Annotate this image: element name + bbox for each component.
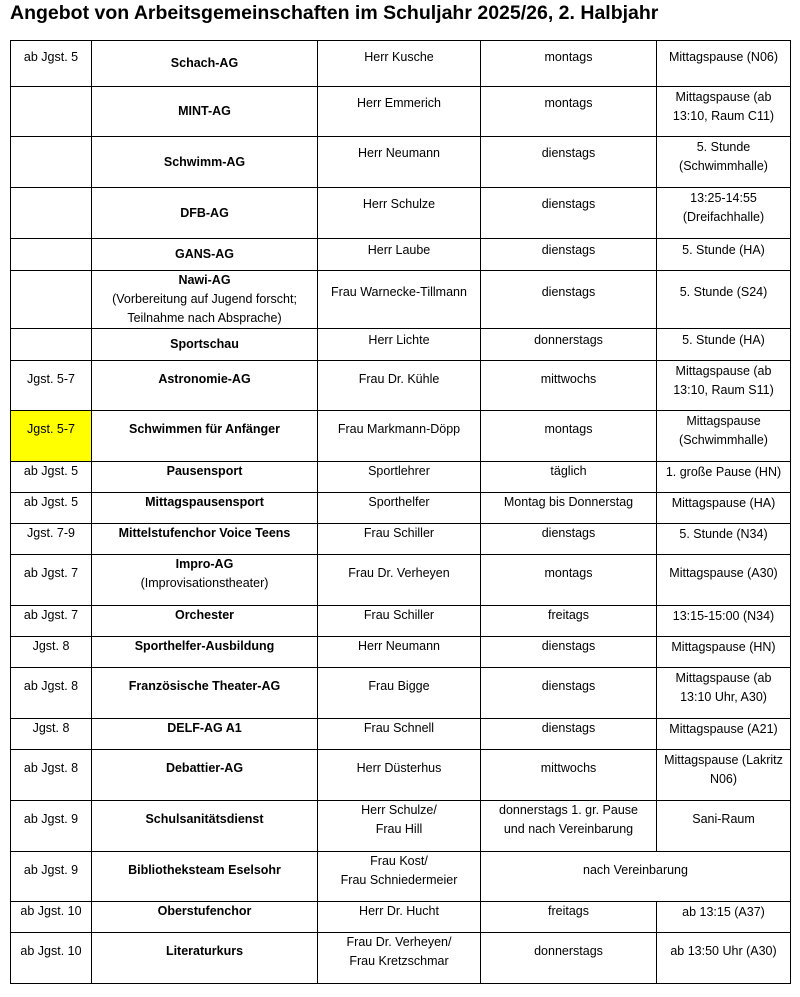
day-cell: montags <box>481 41 657 87</box>
place-cell: Mittagspause (N06) <box>657 41 791 87</box>
table-row <box>11 41 791 87</box>
ag-name-cell: DELF-AG A1 <box>92 719 318 750</box>
ag-name: Impro-AG <box>175 557 234 571</box>
ag-name-cell: Debattier-AG <box>92 750 318 801</box>
place-cell: 5. Stunde (Schwimmhalle) <box>657 137 791 188</box>
ag-name-cell: Französische Theater-AG <box>92 668 318 719</box>
table-row <box>11 271 791 329</box>
place-cell: Sani-Raum <box>657 801 791 852</box>
place-cell: 5. Stunde (HA) <box>657 329 791 361</box>
day-cell: mittwochs <box>481 361 657 411</box>
table-row <box>11 239 791 271</box>
place-cell: 13:25-14:55 (Dreifachhalle) <box>657 188 791 239</box>
teacher-line: Frau Hill <box>375 822 423 836</box>
table-row <box>11 87 791 137</box>
grade-cell: ab Jgst. 5 <box>11 462 92 493</box>
grade-cell: Jgst. 8 <box>11 637 92 668</box>
day-cell: freitags <box>481 606 657 637</box>
ag-name-cell: Orchester <box>92 606 318 637</box>
place-cell: Mittagspause (HN) <box>657 637 791 668</box>
place-cell: Mittagspause (Schwimmhalle) <box>657 411 791 462</box>
page-title: Angebot von Arbeitsgemeinschaften im Schuljahr 2025/26, 2. Halbjahr <box>10 2 659 24</box>
table-row <box>11 361 791 411</box>
grade-cell: ab Jgst. 9 <box>11 852 92 902</box>
teacher-cell: Frau Warnecke-Tillmann <box>318 271 481 329</box>
table-row <box>11 637 791 668</box>
table-row <box>11 411 791 462</box>
place-cell: Mittagspause (ab 13:10, Raum C11) <box>657 87 791 137</box>
teacher-line: Frau Kost/ <box>370 854 428 868</box>
day-cell: dienstags <box>481 188 657 239</box>
table-row <box>11 524 791 555</box>
teacher-cell: Herr Emmerich <box>318 87 481 137</box>
place-cell: Mittagspause (HA) <box>657 493 791 524</box>
teacher-cell: Sporthelfer <box>318 493 481 524</box>
ag-name-cell: Schach-AG <box>92 41 318 87</box>
ag-name-cell <box>92 271 318 329</box>
day-cell: freitags <box>481 902 657 933</box>
table-row <box>11 933 791 984</box>
place-cell: 13:15-15:00 (N34) <box>657 606 791 637</box>
ag-name-cell: Schulsanitätsdienst <box>92 801 318 852</box>
day-cell: mittwochs <box>481 750 657 801</box>
day-cell: montags <box>481 555 657 606</box>
ag-name-cell: Literaturkurs <box>92 933 318 984</box>
teacher-cell: Herr Kusche <box>318 41 481 87</box>
teacher-line: Herr Schulze/ <box>361 803 437 817</box>
table-row <box>11 329 791 361</box>
teacher-cell: Herr Laube <box>318 239 481 271</box>
teacher-cell: Sportlehrer <box>318 462 481 493</box>
grade-cell: ab Jgst. 10 <box>11 933 92 984</box>
teacher-cell: Herr Düsterhus <box>318 750 481 801</box>
ag-name-cell: Oberstufenchor <box>92 902 318 933</box>
ag-name-cell: Schwimm-AG <box>92 137 318 188</box>
grade-cell: ab Jgst. 8 <box>11 750 92 801</box>
grade-cell <box>11 137 92 188</box>
place-cell: Mittagspause (A21) <box>657 719 791 750</box>
grade-cell: Jgst. 7-9 <box>11 524 92 555</box>
teacher-cell: Frau Schiller <box>318 524 481 555</box>
ag-name-note: (Vorbereitung auf Jugend forscht; Teilnahme nach Absprache) <box>112 292 297 325</box>
place-cell: 5. Stunde (S24) <box>657 271 791 329</box>
grade-cell-highlighted: Jgst. 5-7 <box>11 411 92 462</box>
teacher-cell: Frau Bigge <box>318 668 481 719</box>
day-cell: montags <box>481 87 657 137</box>
ag-name-cell: DFB-AG <box>92 188 318 239</box>
ag-name-cell: Pausensport <box>92 462 318 493</box>
ag-name-cell: Mittelstufenchor Voice Teens <box>92 524 318 555</box>
day-cell: Montag bis Donnerstag <box>481 493 657 524</box>
place-cell: 1. große Pause (HN) <box>657 462 791 493</box>
teacher-cell: Herr Schulze <box>318 188 481 239</box>
table-row <box>11 462 791 493</box>
grade-cell: ab Jgst. 5 <box>11 493 92 524</box>
day-cell: dienstags <box>481 137 657 188</box>
day-line: donnerstags 1. gr. Pause <box>499 803 638 817</box>
teacher-cell <box>318 852 481 902</box>
teacher-cell: Frau Schiller <box>318 606 481 637</box>
table-row <box>11 668 791 719</box>
day-cell: dienstags <box>481 637 657 668</box>
teacher-line: Frau Schniedermeier <box>340 873 458 887</box>
place-cell: Mittagspause (Lakritz N06) <box>657 750 791 801</box>
day-cell <box>481 801 657 852</box>
ag-name-cell: Bibliotheksteam Eselsohr <box>92 852 318 902</box>
table-row <box>11 606 791 637</box>
table-row <box>11 137 791 188</box>
day-cell: täglich <box>481 462 657 493</box>
teacher-cell <box>318 801 481 852</box>
table-row <box>11 750 791 801</box>
ag-name-note: (Improvisationstheater) <box>140 576 269 590</box>
place-cell: 5. Stunde (N34) <box>657 524 791 555</box>
grade-cell: Jgst. 8 <box>11 719 92 750</box>
place-cell: Mittagspause (ab 13:10, Raum S11) <box>657 361 791 411</box>
day-cell: dienstags <box>481 719 657 750</box>
day-cell: dienstags <box>481 524 657 555</box>
place-cell: ab 13:15 (A37) <box>657 902 791 933</box>
grade-cell: ab Jgst. 5 <box>11 41 92 87</box>
grade-cell <box>11 188 92 239</box>
teacher-cell: Frau Markmann-Döpp <box>318 411 481 462</box>
grade-cell: ab Jgst. 9 <box>11 801 92 852</box>
teacher-cell: Frau Schnell <box>318 719 481 750</box>
ag-name-cell: GANS-AG <box>92 239 318 271</box>
grade-cell: ab Jgst. 8 <box>11 668 92 719</box>
day-cell: dienstags <box>481 668 657 719</box>
table-row <box>11 493 791 524</box>
ag-name-cell: Astronomie-AG <box>92 361 318 411</box>
teacher-cell: Herr Dr. Hucht <box>318 902 481 933</box>
teacher-line: Frau Dr. Verheyen/ <box>346 935 452 949</box>
day-cell: montags <box>481 411 657 462</box>
grade-cell: Jgst. 5-7 <box>11 361 92 411</box>
teacher-line: Frau Kretzschmar <box>349 954 449 968</box>
ag-name-cell <box>92 555 318 606</box>
day-cell: dienstags <box>481 271 657 329</box>
teacher-cell <box>318 933 481 984</box>
day-cell: dienstags <box>481 239 657 271</box>
teacher-cell: Herr Neumann <box>318 137 481 188</box>
ag-name-cell: Schwimmen für Anfänger <box>92 411 318 462</box>
day-line: und nach Vereinbarung <box>503 822 634 836</box>
table-row <box>11 719 791 750</box>
grade-cell <box>11 87 92 137</box>
teacher-cell: Herr Lichte <box>318 329 481 361</box>
ag-name-cell: Sportschau <box>92 329 318 361</box>
ag-name-cell: MINT-AG <box>92 87 318 137</box>
ag-name: Nawi-AG <box>178 273 231 287</box>
table-row <box>11 555 791 606</box>
grade-cell <box>11 239 92 271</box>
grade-cell: ab Jgst. 10 <box>11 902 92 933</box>
grade-cell: ab Jgst. 7 <box>11 555 92 606</box>
place-cell: Mittagspause (ab 13:10 Uhr, A30) <box>657 668 791 719</box>
teacher-cell: Frau Dr. Kühle <box>318 361 481 411</box>
arrangement-cell: nach Vereinbarung <box>481 852 791 902</box>
ag-name-cell: Sporthelfer-Ausbildung <box>92 637 318 668</box>
day-cell: donnerstags <box>481 329 657 361</box>
place-cell: ab 13:50 Uhr (A30) <box>657 933 791 984</box>
grade-cell: ab Jgst. 7 <box>11 606 92 637</box>
table-row <box>11 801 791 852</box>
table-row <box>11 188 791 239</box>
day-cell: donnerstags <box>481 933 657 984</box>
grade-cell <box>11 271 92 329</box>
table-row <box>11 902 791 933</box>
place-cell: 5. Stunde (HA) <box>657 239 791 271</box>
teacher-cell: Herr Neumann <box>318 637 481 668</box>
grade-cell <box>11 329 92 361</box>
teacher-cell: Frau Dr. Verheyen <box>318 555 481 606</box>
ag-name-cell: Mittagspausensport <box>92 493 318 524</box>
table-row <box>11 852 791 902</box>
ag-table <box>10 40 791 984</box>
place-cell: Mittagspause (A30) <box>657 555 791 606</box>
